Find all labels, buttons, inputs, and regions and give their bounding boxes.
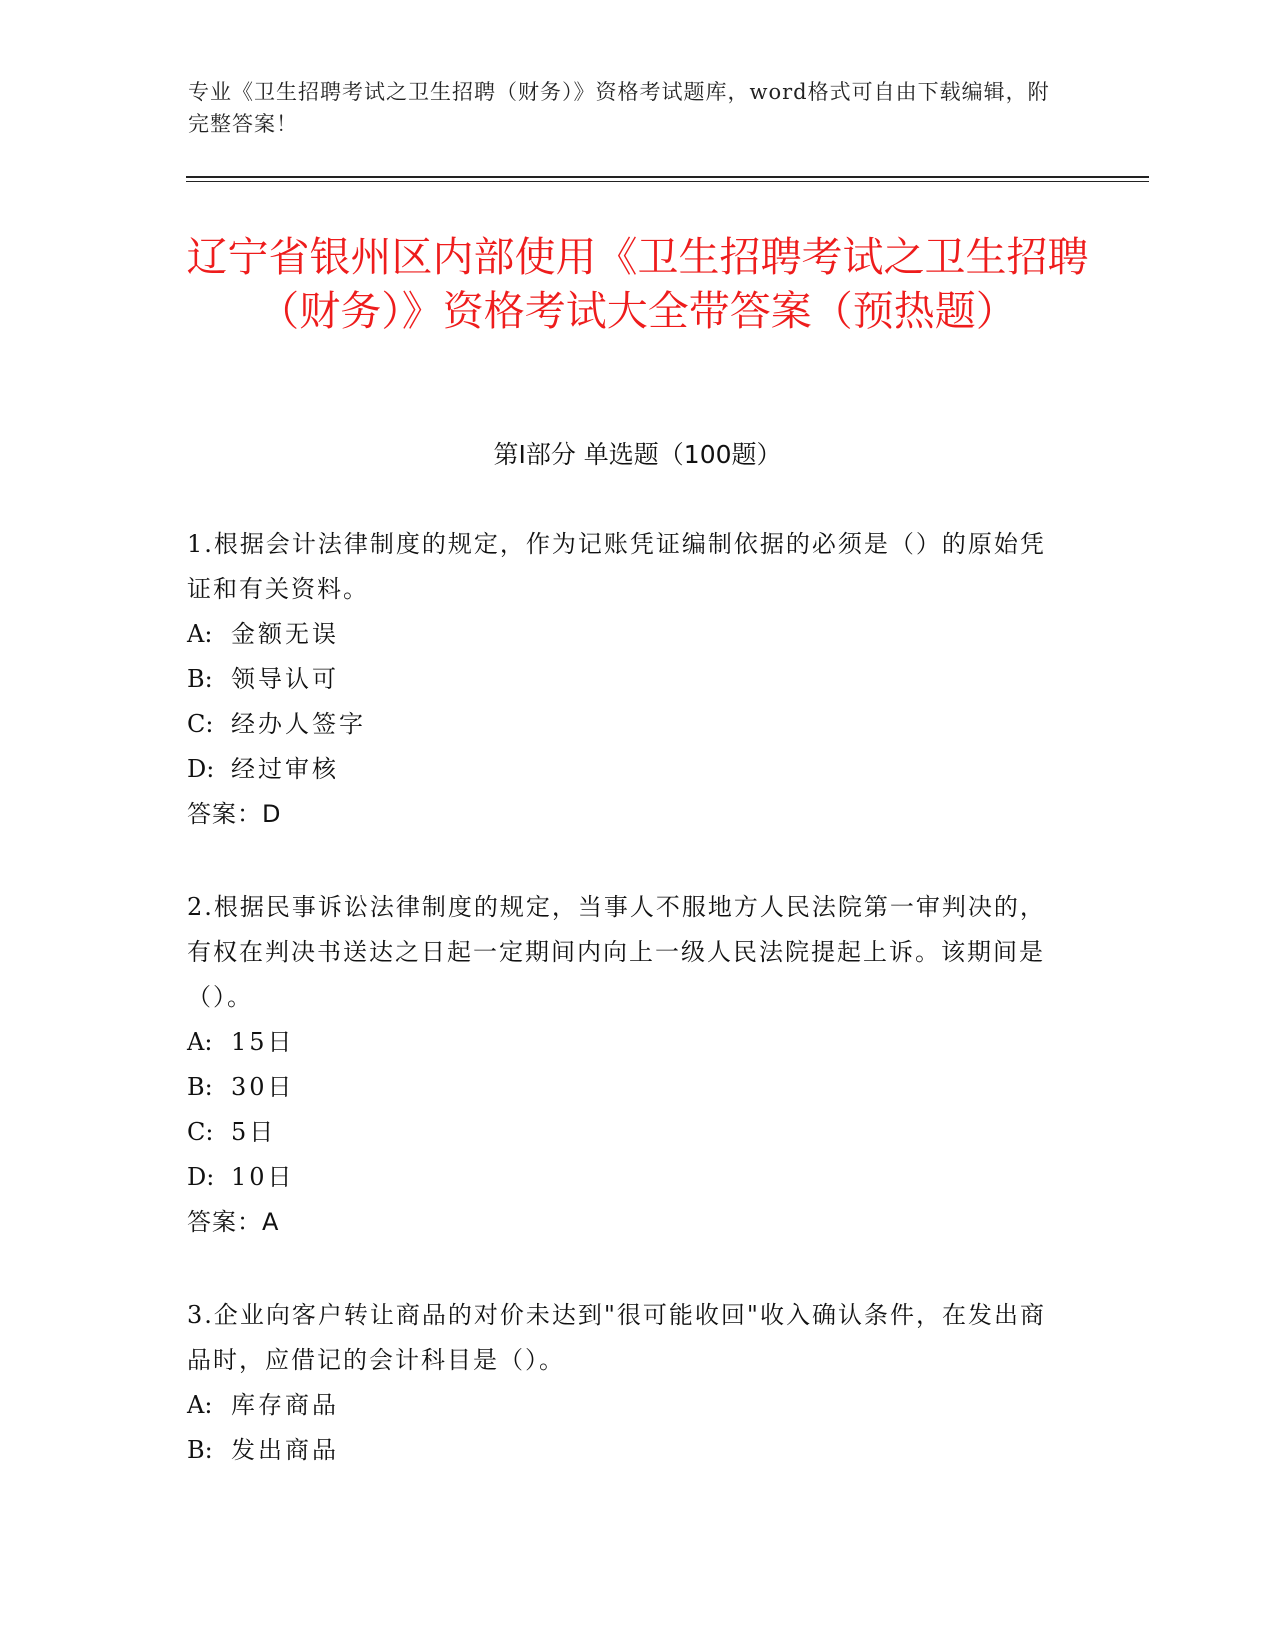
option-label: C: — [187, 710, 214, 738]
option-text: 30日 — [231, 1073, 295, 1101]
option-text: 发出商品 — [231, 1436, 339, 1464]
question-stem: 1.根据会计法律制度的规定，作为记账凭证编制依据的必须是（）的原始凭证和有关资料。 — [187, 530, 1046, 603]
answer-line: 答案：D — [187, 800, 282, 828]
document-title: 辽宁省银州区内部使用《卫生招聘考试之卫生招聘（财务）》资格考试大全带答案（预热题） — [186, 233, 1089, 335]
option-b — [187, 1428, 1067, 1473]
header-note: 专业《卫生招聘考试之卫生招聘（财务）》资格考试题库，word格式可自由下载编辑，附完整答案！ — [188, 80, 1050, 136]
option-text: 经办人签字 — [231, 710, 366, 738]
question-stem: 2.根据民事诉讼法律制度的规定，当事人不服地方人民法院第一审判决的，有权在判决书送达之日起一定期间内向上一级人民法院提起上诉。该期间是（）。 — [187, 893, 1046, 1011]
option-label: D: — [187, 1163, 215, 1191]
option-label: A: — [187, 620, 213, 648]
option-text: 10日 — [231, 1163, 295, 1191]
option-a — [187, 1383, 1067, 1428]
option-c — [187, 702, 1067, 747]
answer-line: 答案：A — [187, 1208, 280, 1236]
header-divider — [186, 176, 1149, 178]
option-text: 领导认可 — [231, 665, 339, 693]
option-d — [187, 1155, 1067, 1200]
option-label: C: — [187, 1118, 214, 1146]
option-label: B: — [187, 1073, 213, 1101]
option-b — [187, 1065, 1067, 1110]
option-label: A: — [187, 1028, 213, 1056]
question-3 — [187, 1293, 1067, 1473]
question-1 — [187, 522, 1067, 837]
section-title: 第Ⅰ部分 单选题（100题） — [493, 440, 782, 469]
option-a — [187, 1020, 1067, 1065]
question-stem: 3.企业向客户转让商品的对价未达到"很可能收回"收入确认条件，在发出商品时，应借记的会计科目是（）。 — [187, 1301, 1046, 1374]
option-text: 经过审核 — [231, 755, 339, 783]
option-b — [187, 657, 1067, 702]
option-label: A: — [187, 1391, 213, 1419]
option-label: D: — [187, 755, 215, 783]
option-a — [187, 612, 1067, 657]
option-d — [187, 747, 1067, 792]
option-text: 5日 — [231, 1118, 277, 1146]
option-text: 金额无误 — [231, 620, 339, 648]
option-label: B: — [187, 1436, 213, 1464]
question-2 — [187, 885, 1067, 1245]
option-text: 15日 — [231, 1028, 295, 1056]
header-divider-thin — [186, 181, 1149, 182]
option-text: 库存商品 — [231, 1391, 339, 1419]
option-label: B: — [187, 665, 213, 693]
option-c — [187, 1110, 1067, 1155]
